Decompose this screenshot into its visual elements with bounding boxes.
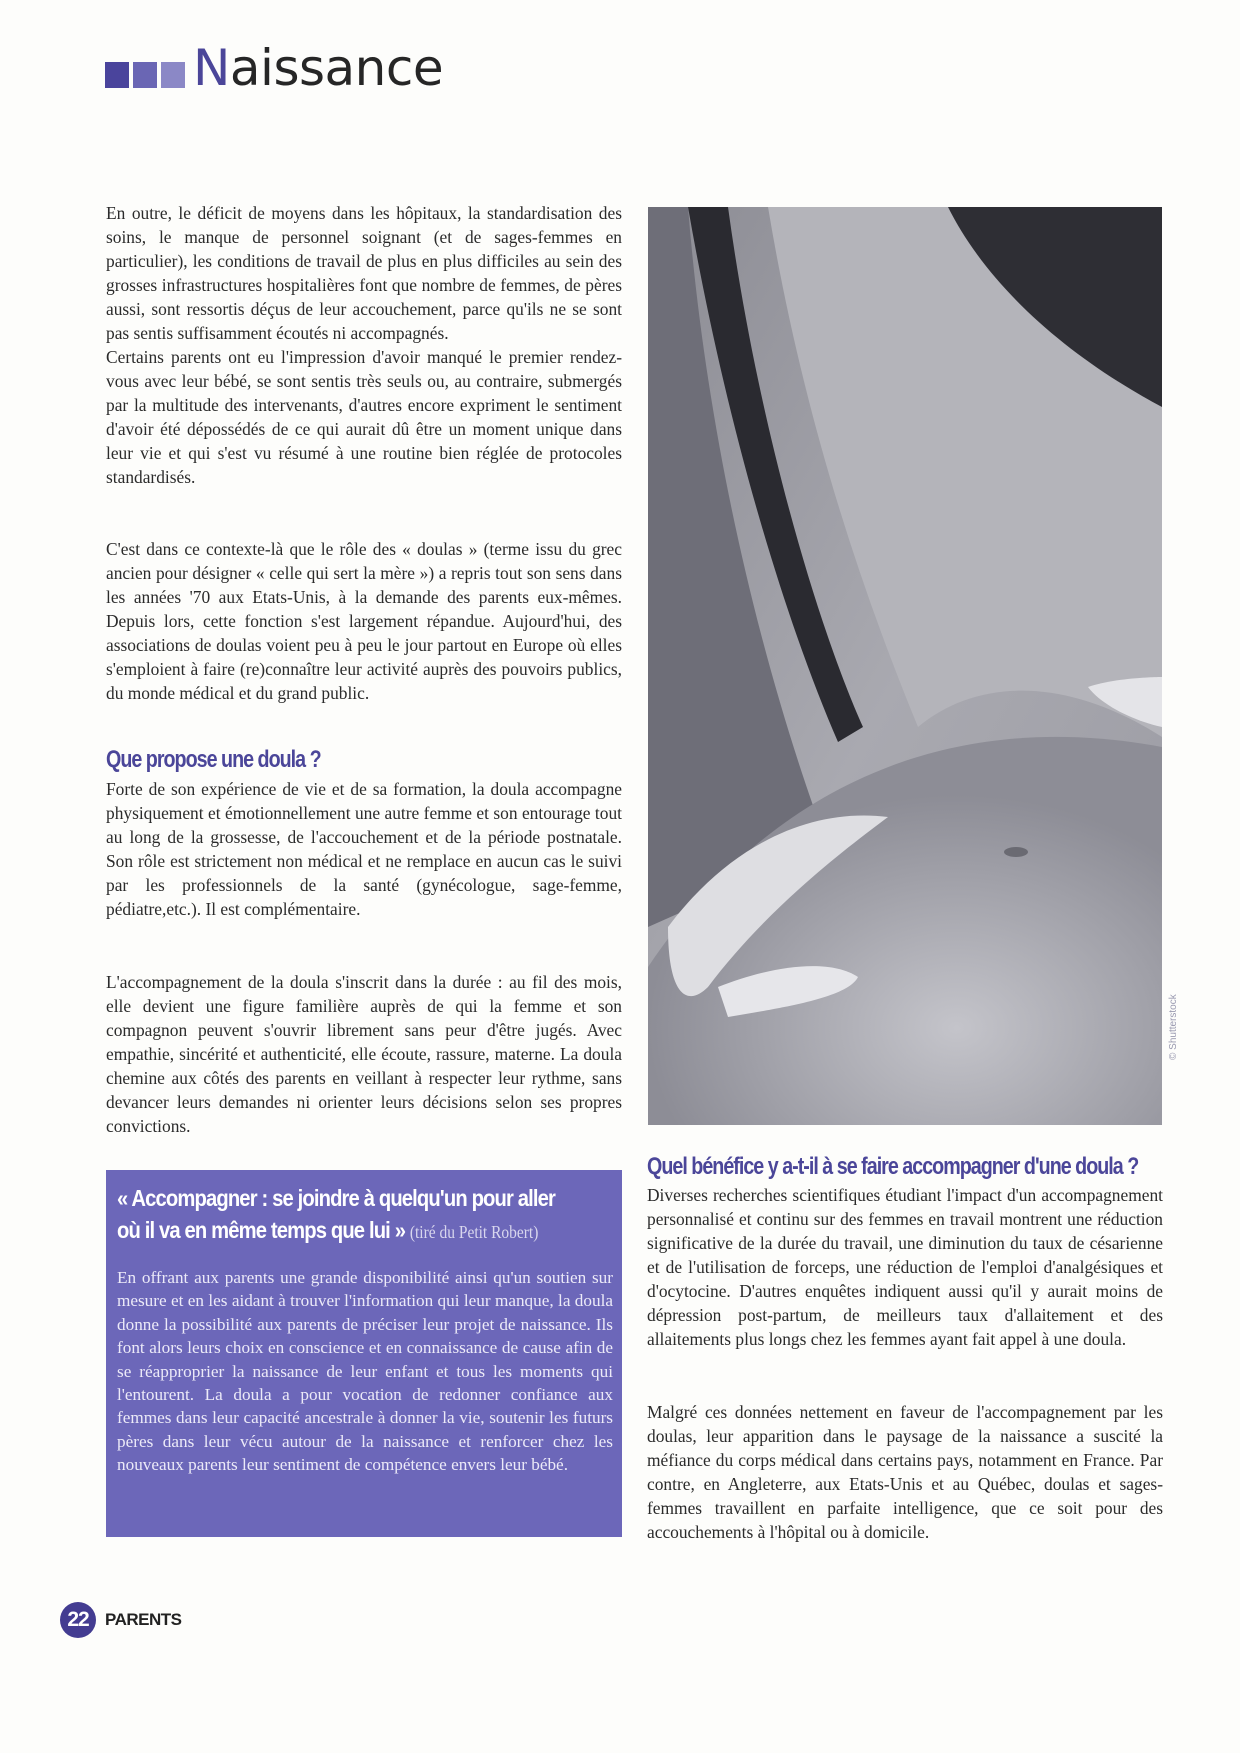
subheading: Que propose une doula ? [106, 746, 321, 773]
right-paragraph-1 [647, 1183, 1163, 1351]
left-paragraph-5 [106, 970, 622, 1138]
title-initial: N [193, 39, 230, 97]
right-paragraph-2 [647, 1400, 1163, 1544]
left-paragraph-3 [106, 537, 622, 705]
title-square-3 [161, 62, 185, 88]
paragraph: Malgré ces données nettement en faveur de l'accompagnement par les doulas, leur apparition dans le paysage de la naissance a suscité la méfiance du corps médical dans certains pays, notamment en France. Par contre, en Angleterre, aux Etats-Unis et au Québec, doulas et sages-femmes travaillent en parfaite intelligence, que ce soit pour des accouchements à l'hôpital ou à domicile. [647, 1402, 1163, 1542]
quote-source: (tiré du Petit Robert) [409, 1222, 539, 1242]
subheading: Quel bénéfice y a-t-il à se faire accompagner d'une doula ? [647, 1153, 1139, 1180]
photo-credit: © Shutterstock [1168, 994, 1179, 1060]
paragraph: C'est dans ce contexte-là que le rôle des « doulas » (terme issu du grec ancien pour désigner « celle qui sert la mère ») a repris tout son sens dans les années '70 aux Etats-Unis, à la demande des parents eux-mêmes. Depuis lors, cette fonction s'est largement répandue. Aujourd'hui, des associations de doulas voient peu à peu le jour partout en Europe où elles s'emploient à faire (re)connaître leur activité auprès des pouvoirs publics, du monde médical et du grand public. [106, 539, 622, 703]
left-intro [106, 201, 622, 489]
paragraph: Diverses recherches scientifiques étudiant l'impact d'un accompagnement personnalisé et continu sur des femmes en travail montrent une réduction significative de la durée du travail, une diminution du taux de césarienne et de l'utilisation de forceps, une réduction de l'emploi d'analgésiques et d'ocytocine. D'autres enquêtes indiquent aussi qu'il y aurait moins de dépression post-partum, de meilleurs taux d'allaitement et des allaitements plus longs chez les femmes ayant fait appel à une doula. [647, 1185, 1163, 1349]
paragraph: Forte de son expérience de vie et de sa formation, la doula accompagne physiquement et émotionnellement une autre femme et son entourage tout au long de la grossesse, de l'accouchement et de la période postnatale. Son rôle est strictement non médical et ne remplace en aucun cas le suivi par les professionnels de la santé (gynécologue, sage-femme, pédiatre,etc.). Il est complémentaire. [106, 779, 622, 919]
paragraph: L'accompagnement de la doula s'inscrit dans la durée : au fil des mois, elle devient une figure familière auprès de qui la femme et son compagnon peuvent s'ouvrir librement sans peur d'être jugés. Avec empathie, sincérité et authenticité, elle écoute, rassure, materne. La doula chemine aux côtés des parents en veillant à respecter leur rythme, sans devancer leurs demandes ni orienter leurs décisions selon ses propres convictions. [106, 972, 622, 1136]
pregnant-belly-photo [648, 207, 1162, 1125]
paragraph: En outre, le déficit de moyens dans les hôpitaux, la standardisation des soins, le manque de personnel soignant (et de sages-femmes en particulier), les conditions de travail de plus en plus difficiles au sein des grosses infrastructures hospitalières font que nombre de femmes, de pères aussi, sont ressortis déçus de leur accouchement, parce qu'ils ne se sont pas sentis suffisamment écoutés ni accompagnés. [106, 203, 622, 343]
section-title [193, 38, 443, 98]
quote-line: « Accompagner : se joindre à quelqu'un pour aller [117, 1185, 556, 1211]
callout-body: En offrant aux parents une grande disponibilité ainsi qu'un soutien sur mesure et en les aidant à trouver l'information qui leur manque, la doula donne la possibilité aux parents de préciser leur projet de naissance. Ils font alors leurs choix en conscience et en connaissance de cause afin de se réapproprier la naissance de leur enfant et tous les moments qui l'entourent. La doula a pour vocation de redonner confiance aux femmes dans leur capacité ancestrale à donner la vie, soutenir les futurs pères dans leur vécu autour de la naissance et renforcer chez les nouveaux parents leur sentiment de compétence envers leur bébé. [117, 1268, 613, 1475]
callout-quote [117, 1182, 556, 1248]
magazine-name: PARENTS [105, 1610, 182, 1629]
quote-callout [106, 1170, 622, 1537]
page-number: 22 [60, 1602, 96, 1638]
paragraph: Certains parents ont eu l'impression d'avoir manqué le premier rendez-vous avec leur bébé, se sont sentis très seuls ou, au contraire, submergés par la multitude des intervenants, d'autres encore expriment le sentiment d'avoir été dépossédés de ce qui aurait dû être un moment unique dans leur vie et qui s'est vu résumé à une routine bien réglée de protocoles standardisés. [106, 347, 622, 487]
title-square-2 [133, 62, 157, 88]
title-rest: aissance [229, 39, 444, 97]
title-square-1 [105, 62, 129, 88]
quote-line: où il va en même temps que lui » [117, 1217, 406, 1243]
left-paragraph-4 [106, 777, 622, 921]
